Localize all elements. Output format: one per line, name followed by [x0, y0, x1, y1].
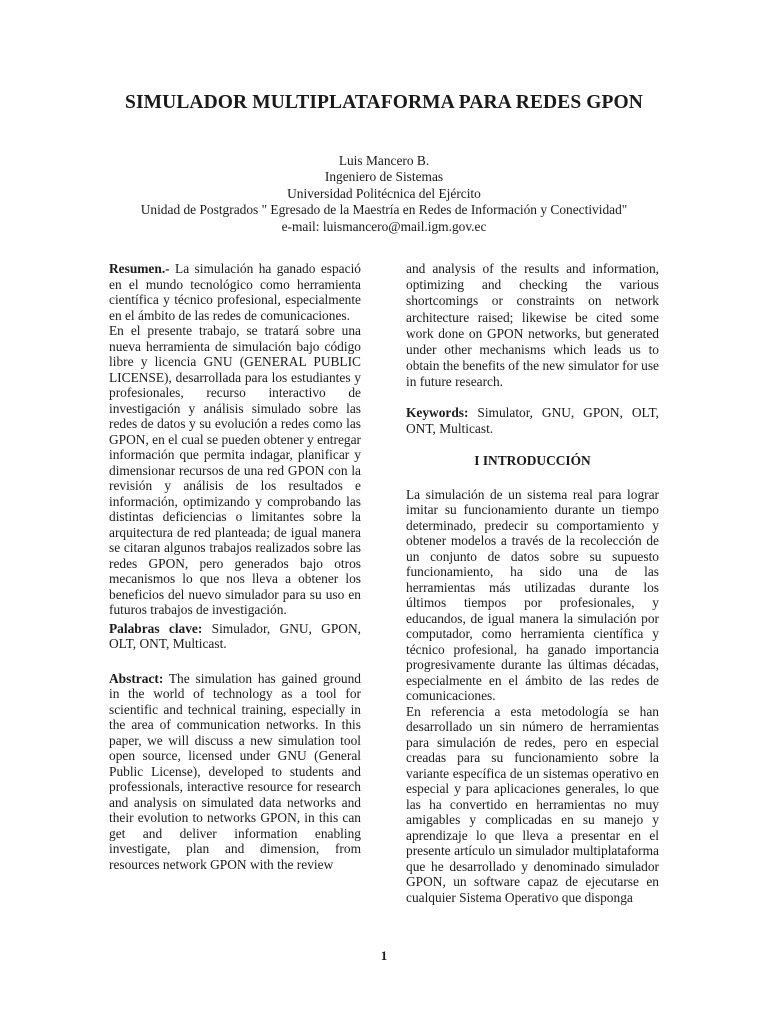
abstract-paragraph [109, 671, 361, 873]
paper-title: SIMULADOR MULTIPLATAFORMA PARA REDES GPON [125, 92, 643, 113]
author-role: Ingeniero de Sistemas [324, 169, 444, 185]
resumen-paragraph-2: En el presente trabajo, se tratará sobre una nueva herramienta de simulación bajo código libre y licencia GNU (GENERAL PUBLIC LICENSE), desarrollada para los estudiantes y profesionales, recurso interactivo de investigación y análisis simulado sobre las redes de datos y su evolución a redes como las GPON, en el cual se pueden obtener y entregar información que permita indagar, planificar y dimensionar recursos de una red GPON con la revisión y análisis de los resultados e información, optimizando y comprobando las distintas deficiencias o limitantes sobre la arquitectura de red planteada; de igual manera se citaran algunos trabajos realizados sobre las redes GPON, pero generados bajo otros mecanismos lo que nos lleva a obtener los beneficios del nuevo simulador para su uso en futuros trabajos de investigación. [109, 323, 361, 617]
intro-paragraph-1: La simulación de un sistema real para lograr imitar su funcionamiento durante un tiempo determinado, predecir su comportamiento y obtener modelos a través de la recolección de un conjunto de datos sobre su supuesto funcionamiento, ha sido una de las herramientas más utilizadas durante los últimos tiempos por profesionales, y educandos, de igual manera la simulación por computador, como herramienta científica y técnico profesional, ha ganado importancia progresivamente durante las últimas décadas, especialmente en el ámbito de las redes de comunicaciones. [406, 486, 659, 704]
abstract-text: The simulation has gained ground in the world of technology as a tool for scientific and technical training, especially in the area of communication networks. In this paper, we will discuss a new simulation tool open source, licensed under GNU (General Public License), developed to students and professionals, interactive resource for research and analysis on simulated data networks and their evolution to networks GPON, in this can get and deliver information enabling investigate, plan and dimension, from resources network GPON with the review [109, 670, 361, 872]
resumen-paragraph-1 [109, 261, 361, 323]
author-name: Luis Mancero B. [338, 153, 430, 168]
page-number: 1 [380, 948, 388, 963]
author-email: e-mail: luismancero@mail.igm.gov.ec [281, 218, 487, 234]
abstract-continuation: and analysis of the results and information, optimizing and checking the various shortcomings or constraints on network architecture raised; likewise be cited some work done on GPON networks, but generated under other mechanisms which leads us to obtain the benefits of the new simulator for use in future research. [406, 261, 659, 390]
section-heading-introduccion: I INTRODUCCIÓN [474, 453, 591, 469]
left-column [109, 261, 361, 872]
keywords [406, 405, 659, 437]
right-column [406, 261, 659, 905]
abstract-label: Abstract: [109, 670, 164, 686]
palabras-clave-label: Palabras clave: [109, 620, 203, 636]
author-unit: Unidad de Postgrados " Egresado de la Maestría en Redes de Información y Conectividad" [140, 202, 628, 218]
palabras-clave [109, 621, 361, 652]
resumen-label: Resumen.- [109, 261, 170, 276]
author-university: Universidad Politécnica del Ejército [287, 185, 481, 201]
intro-paragraph-2: En referencia a esta metodología se han desarrollado un sin número de herramientas para simulación de redes, pero en especial creadas para su funcionamiento sobre la variante específica de un sistemas operativo en especial y para aplicaciones generales, lo que las ha convertido en herramientas no muy amigables y complicadas en su manejo y aprendizaje lo que lleva a presentar en el presente artículo un simulador multiplataforma que he desarrollado y denominado simulador GPON, un software capaz de ejecutarse en cualquier Sistema Operativo que disponga [406, 703, 659, 905]
keywords-label: Keywords: [406, 404, 469, 420]
author-block [60, 153, 708, 235]
palabras-clave-text: Simulador, GNU, GPON, OLT, ONT, Multicast. [109, 620, 361, 651]
keywords-text: Simulator, GNU, GPON, OLT, ONT, Multicast. [406, 404, 659, 436]
resumen-text: La simulación ha ganado espació en el mundo tecnológico como herramienta científica y técnico profesional, especialmente en el ámbito de las redes de comunicaciones. [109, 261, 361, 323]
